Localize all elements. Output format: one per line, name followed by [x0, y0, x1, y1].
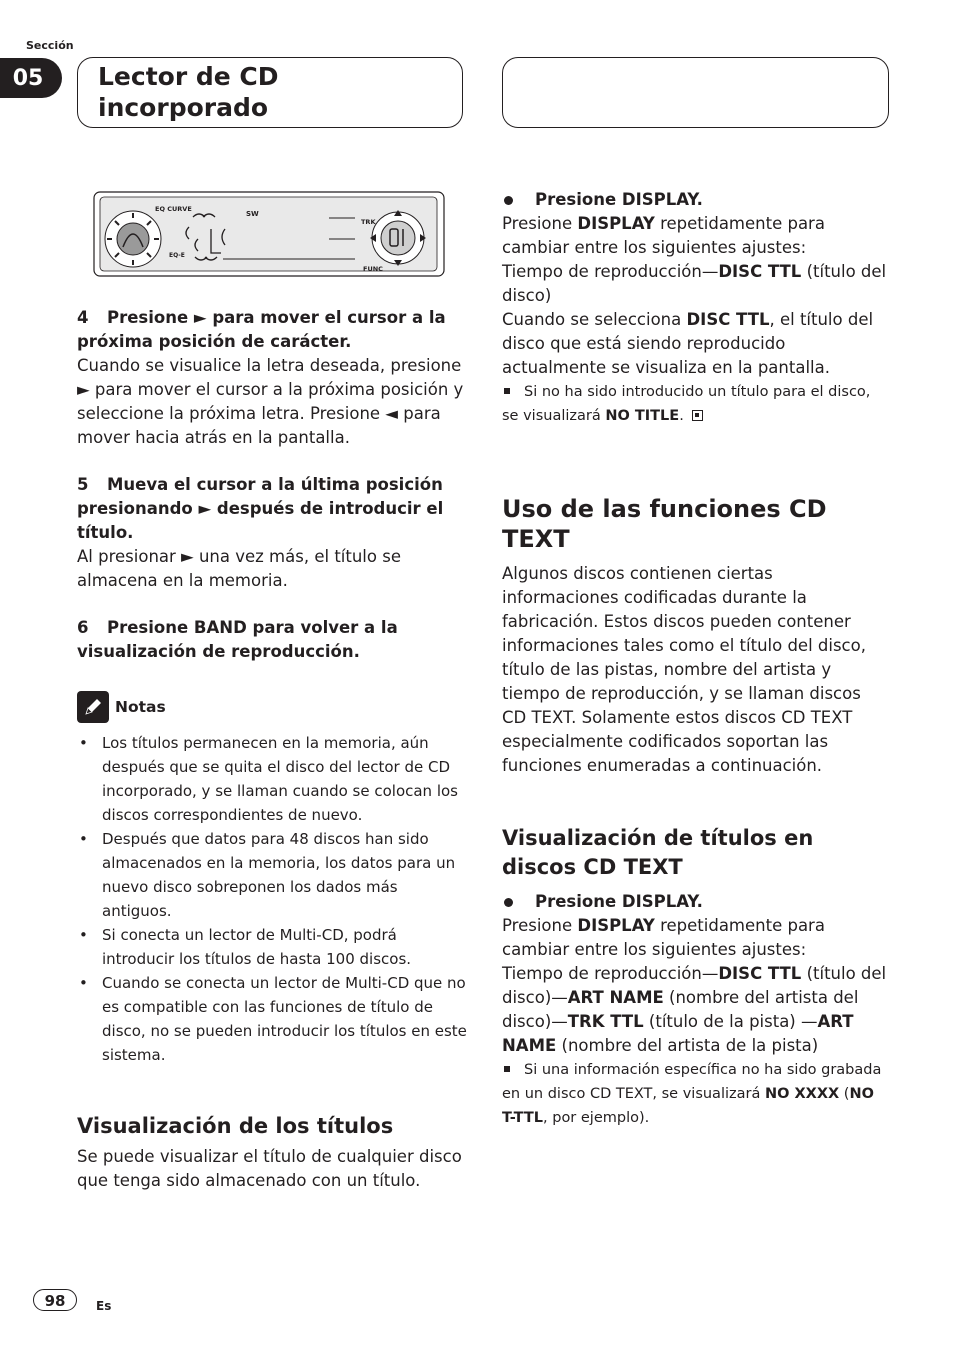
trk-label: TRK	[361, 218, 376, 226]
sw-label: SW	[246, 210, 259, 218]
step-5-body: Al presionar ► una vez más, el título se almacena en la memoria.	[77, 547, 401, 590]
step-4-body: Cuando se visualice la letra deseada, presione ► para mover el cursor a la próxima posición y seleccione la próxima letra. Presione ◄ para mover hacia atrás en la pantalla.	[77, 356, 464, 447]
step-4-title: 4 Presione ► para mover el cursor a la próxima posición de carácter.	[77, 308, 446, 351]
chapter-title: Lector de CD incorporado	[98, 62, 279, 122]
display-panel-illustration	[93, 191, 445, 277]
func-label: FUNC	[363, 265, 383, 273]
display-para-3: Cuando se selecciona DISC TTL, el título del disco que está siendo reproducido actualmente se visualiza en la pantalla.	[502, 310, 874, 377]
step-5-title: 5 Mueva el cursor a la última posición presionando ► después de introducir el título.	[77, 475, 444, 542]
eq-curve-label: EQ CURVE	[155, 205, 192, 213]
blank-header-box	[502, 57, 889, 128]
note-item: • Cuando se conecta un lector de Multi-CD que no es compatible con las funciones de título de disco, no se pueden introducir los títulos en este sistema.	[77, 971, 467, 1067]
note-item: • Si conecta un lector de Multi-CD, podrá introducir los títulos de hasta 100 discos.	[77, 923, 467, 971]
left-column	[77, 306, 467, 1193]
language-code: Es	[96, 1299, 112, 1313]
cd-text-subheading: Visualización de títulos en discos CD TEXT	[502, 826, 814, 879]
press-display-step-2: Presione DISPLAY.	[502, 890, 890, 914]
section-number-tab: 05	[0, 58, 62, 98]
notes-list	[77, 731, 467, 1067]
display-para-1: Presione DISPLAY repetidamente para cambiar entre los siguientes ajustes:	[502, 214, 825, 257]
press-display-step-1: Presione DISPLAY.	[502, 188, 890, 212]
titles-heading: Visualización de los títulos	[77, 1114, 394, 1138]
note-item: • Los títulos permanecen en la memoria, aún después que se quita el disco del lector de CD incorporado, y se llaman cuando se colocan los discos correspondientes de nuevo.	[77, 731, 467, 827]
end-mark-icon	[692, 410, 703, 421]
notes-heading: Notas	[77, 691, 467, 723]
no-title-note: Si no ha sido introducido un título para el disco, se visualizará NO TITLE.	[502, 384, 871, 424]
pencil-icon	[77, 691, 109, 723]
display-para-2: Tiempo de reproducción—DISC TTL (título del disco)	[502, 262, 887, 305]
cd-text-body: Algunos discos contienen ciertas informaciones codificadas durante la fabricación. Estos discos pueden contener informaciones tales como el título del disco, título de las pistas, nombre del artista y tiempo de reproducción, y se llaman discos CD TEXT. Solamente estos discos CD TEXT especialmente codificados soportan las funciones enumeradas a continuación.	[502, 564, 866, 775]
cd-text-heading: Uso de las funciones CD TEXT	[502, 495, 827, 553]
step-6-title: 6 Presione BAND para volver a la visualización de reproducción.	[77, 618, 398, 661]
note-item: • Después que datos para 48 discos han sido almacenados en la memoria, los datos para un nuevo disco sobreponen los dados más antiguos.	[77, 827, 467, 923]
right-column	[502, 188, 890, 1130]
section-label: Sección	[26, 39, 74, 52]
no-xxxx-note: Si una información específica no ha sido grabada en un disco CD TEXT, se visualizará NO XXXX (NO T-TTL, por ejemplo).	[502, 1062, 882, 1126]
cd-text-para-2: Tiempo de reproducción—DISC TTL (título del disco)—ART NAME (nombre del artista del disco)—TRK TTL (título de la pista) —ART NAME (nombre del artista de la pista)	[502, 964, 887, 1055]
cd-text-para-1: Presione DISPLAY repetidamente para cambiar entre los siguientes ajustes:	[502, 916, 825, 959]
titles-body: Se puede visualizar el título de cualquier disco que tenga sido almacenado con un título.	[77, 1147, 462, 1190]
page-number: 98	[33, 1289, 77, 1311]
eq-e-label: EQ-E	[169, 252, 185, 259]
